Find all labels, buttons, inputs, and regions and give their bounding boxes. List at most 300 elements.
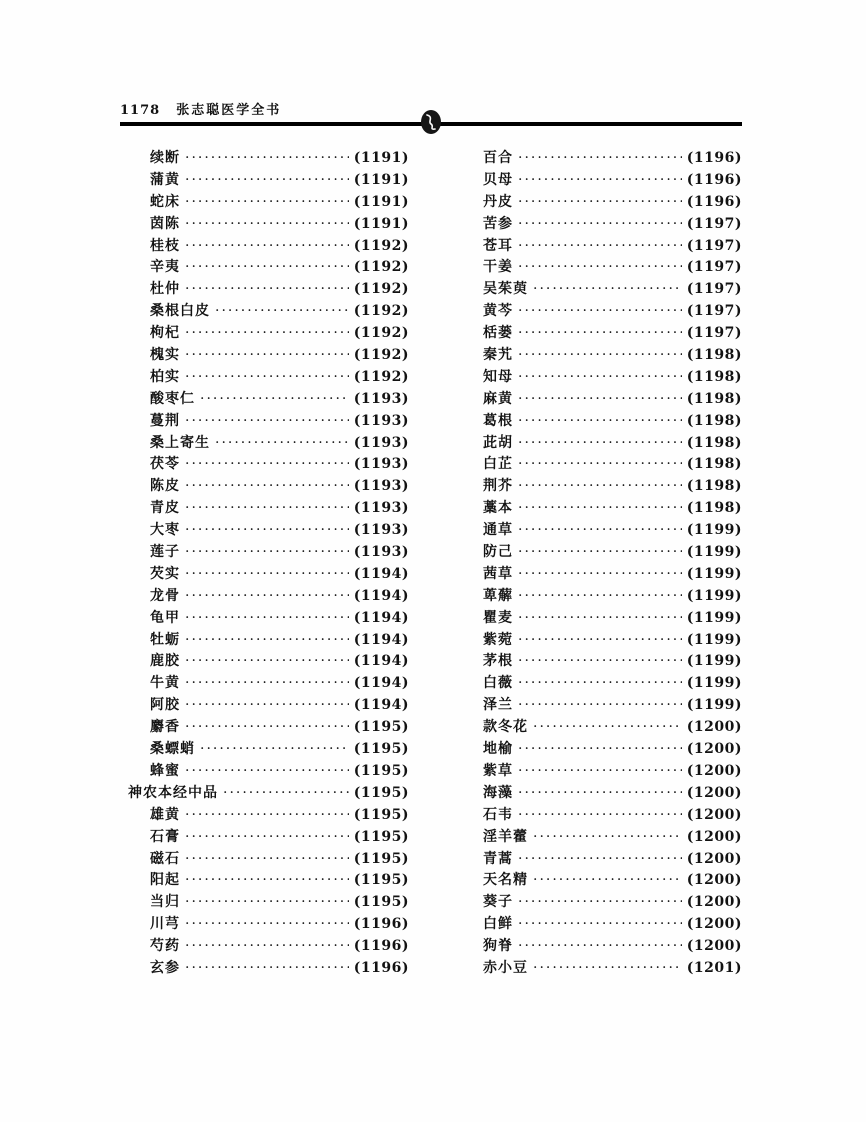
toc-entry bbox=[461, 585, 742, 607]
entry-page-number: (1199) bbox=[686, 609, 742, 626]
entry-page-number: (1194) bbox=[353, 675, 409, 692]
header-rule bbox=[120, 122, 742, 126]
dot-leader bbox=[185, 938, 349, 954]
entry-title: 桑螵蛸 bbox=[150, 741, 195, 758]
entry-title: 丹皮 bbox=[483, 193, 513, 210]
entry-page-number: (1194) bbox=[353, 565, 409, 582]
toc-entry bbox=[461, 738, 742, 760]
entry-title: 枸杞 bbox=[150, 325, 180, 342]
dot-leader bbox=[518, 216, 682, 232]
entry-title: 雄黄 bbox=[150, 806, 180, 823]
entry-title: 葵子 bbox=[483, 894, 513, 911]
toc-entry bbox=[461, 475, 742, 497]
dot-leader bbox=[518, 413, 682, 429]
toc-entry bbox=[128, 256, 409, 278]
dot-leader bbox=[215, 303, 349, 319]
dot-leader bbox=[518, 610, 682, 626]
entry-page-number: (1191) bbox=[353, 171, 409, 188]
toc-entry bbox=[461, 453, 742, 475]
entry-page-number: (1196) bbox=[353, 959, 409, 976]
toc-entry bbox=[128, 191, 409, 213]
toc-entry bbox=[128, 432, 409, 454]
entry-title: 麻黄 bbox=[483, 390, 513, 407]
entry-page-number: (1193) bbox=[353, 522, 409, 539]
dot-leader bbox=[518, 347, 682, 363]
entry-title: 黄芩 bbox=[483, 303, 513, 320]
entry-page-number: (1200) bbox=[686, 894, 742, 911]
dot-leader bbox=[518, 172, 682, 188]
toc-entry bbox=[128, 607, 409, 629]
dot-leader bbox=[518, 588, 682, 604]
toc-entry bbox=[461, 563, 742, 585]
dot-leader bbox=[518, 478, 682, 494]
entry-page-number: (1194) bbox=[353, 697, 409, 714]
toc-entry bbox=[128, 913, 409, 935]
entry-page-number: (1195) bbox=[353, 894, 409, 911]
dot-leader bbox=[185, 807, 349, 823]
dot-leader bbox=[185, 369, 349, 385]
entry-page-number: (1198) bbox=[686, 500, 742, 517]
toc-entry bbox=[128, 322, 409, 344]
entry-title: 赤小豆 bbox=[483, 959, 528, 976]
entry-title: 苦参 bbox=[483, 215, 513, 232]
toc-entry bbox=[461, 760, 742, 782]
dot-leader bbox=[518, 894, 682, 910]
entry-title: 淫羊藿 bbox=[483, 828, 528, 845]
dot-leader bbox=[518, 675, 682, 691]
toc-entry bbox=[461, 497, 742, 519]
entry-page-number: (1193) bbox=[353, 412, 409, 429]
entry-page-number: (1195) bbox=[353, 784, 409, 801]
dot-leader bbox=[185, 829, 349, 845]
toc-entry bbox=[128, 585, 409, 607]
book-title: 张志聪医学全书 bbox=[176, 103, 282, 118]
entry-title: 防己 bbox=[483, 544, 513, 561]
entry-title: 地榆 bbox=[483, 741, 513, 758]
dot-leader bbox=[185, 216, 349, 232]
dot-leader bbox=[185, 413, 349, 429]
toc-entry bbox=[461, 256, 742, 278]
toc-entry bbox=[128, 650, 409, 672]
entry-title: 栝蒌 bbox=[483, 325, 513, 342]
entry-page-number: (1198) bbox=[686, 390, 742, 407]
entry-title: 百合 bbox=[483, 150, 513, 166]
entry-page-number: (1195) bbox=[353, 828, 409, 845]
entry-title: 石膏 bbox=[150, 828, 180, 845]
dot-leader bbox=[185, 588, 349, 604]
entry-page-number: (1199) bbox=[686, 587, 742, 604]
toc-entry bbox=[128, 475, 409, 497]
dot-leader bbox=[185, 610, 349, 626]
toc-entry bbox=[461, 147, 742, 169]
dot-leader bbox=[185, 544, 349, 560]
entry-title: 桑根白皮 bbox=[150, 303, 210, 320]
dot-leader bbox=[185, 150, 349, 166]
entry-title: 紫菀 bbox=[483, 631, 513, 648]
entry-title: 青皮 bbox=[150, 500, 180, 517]
toc-entry bbox=[128, 541, 409, 563]
toc-entry bbox=[128, 760, 409, 782]
dot-leader bbox=[518, 259, 682, 275]
toc-entry bbox=[128, 410, 409, 432]
dot-leader bbox=[518, 938, 682, 954]
dot-leader bbox=[518, 303, 682, 319]
entry-title: 吴茱萸 bbox=[483, 281, 528, 298]
entry-page-number: (1193) bbox=[353, 544, 409, 561]
entry-page-number: (1192) bbox=[353, 368, 409, 385]
entry-title: 茜草 bbox=[483, 565, 513, 582]
entry-page-number: (1198) bbox=[686, 434, 742, 451]
dot-leader bbox=[518, 785, 682, 801]
toc-entry bbox=[461, 278, 742, 300]
dot-leader bbox=[518, 150, 682, 166]
toc-entry bbox=[461, 913, 742, 935]
entry-page-number: (1200) bbox=[686, 916, 742, 933]
toc-entry bbox=[461, 869, 742, 891]
entry-page-number: (1200) bbox=[686, 828, 742, 845]
dot-leader bbox=[533, 872, 682, 888]
toc-column-left bbox=[128, 147, 409, 979]
entry-title: 贝母 bbox=[483, 171, 513, 188]
entry-page-number: (1199) bbox=[686, 544, 742, 561]
toc-entry bbox=[461, 650, 742, 672]
entry-page-number: (1199) bbox=[686, 522, 742, 539]
entry-page-number: (1201) bbox=[686, 959, 742, 976]
entry-page-number: (1197) bbox=[686, 259, 742, 276]
entry-title: 萆薢 bbox=[483, 587, 513, 604]
entry-page-number: (1200) bbox=[686, 872, 742, 889]
entry-page-number: (1197) bbox=[686, 215, 742, 232]
entry-title: 麝香 bbox=[150, 719, 180, 736]
toc-entry bbox=[461, 366, 742, 388]
dot-leader bbox=[518, 194, 682, 210]
entry-title: 干姜 bbox=[483, 259, 513, 276]
dot-leader bbox=[533, 829, 682, 845]
entry-title: 柏实 bbox=[150, 368, 180, 385]
dot-leader bbox=[185, 653, 349, 669]
entry-page-number: (1199) bbox=[686, 697, 742, 714]
entry-page-number: (1197) bbox=[686, 281, 742, 298]
entry-title: 海藻 bbox=[483, 784, 513, 801]
toc-entry bbox=[128, 235, 409, 257]
toc-entry bbox=[461, 782, 742, 804]
dot-leader bbox=[185, 566, 349, 582]
toc-entry bbox=[461, 957, 742, 979]
entry-title: 荆芥 bbox=[483, 478, 513, 495]
entry-title: 知母 bbox=[483, 368, 513, 385]
toc-entry bbox=[128, 738, 409, 760]
entry-title: 龟甲 bbox=[150, 609, 180, 626]
dot-leader bbox=[518, 369, 682, 385]
entry-title: 蒲黄 bbox=[150, 171, 180, 188]
entry-title: 白鲜 bbox=[483, 916, 513, 933]
entry-title: 槐实 bbox=[150, 347, 180, 364]
toc-entry bbox=[128, 388, 409, 410]
entry-page-number: (1199) bbox=[686, 675, 742, 692]
dot-leader bbox=[518, 325, 682, 341]
toc-entry bbox=[128, 848, 409, 870]
entry-title: 通草 bbox=[483, 522, 513, 539]
dot-leader bbox=[185, 347, 349, 363]
dot-leader bbox=[185, 194, 349, 210]
entry-page-number: (1196) bbox=[686, 193, 742, 210]
entry-title: 当归 bbox=[150, 894, 180, 911]
entry-title: 阿胶 bbox=[150, 697, 180, 714]
dot-leader bbox=[185, 675, 349, 691]
entry-title: 桂枝 bbox=[150, 237, 180, 254]
entry-page-number: (1200) bbox=[686, 719, 742, 736]
toc-entry bbox=[461, 388, 742, 410]
entry-page-number: (1194) bbox=[353, 653, 409, 670]
dot-leader bbox=[518, 851, 682, 867]
entry-page-number: (1194) bbox=[353, 609, 409, 626]
toc-column-right bbox=[461, 147, 742, 979]
entry-page-number: (1196) bbox=[353, 938, 409, 955]
dot-leader bbox=[185, 500, 349, 516]
entry-title: 大枣 bbox=[150, 522, 180, 539]
dot-leader bbox=[518, 697, 682, 713]
folio-page-number: 1178 bbox=[120, 103, 161, 118]
entry-title: 杜仲 bbox=[150, 281, 180, 298]
entry-title: 天名精 bbox=[483, 872, 528, 889]
dot-leader bbox=[518, 807, 682, 823]
toc-entry bbox=[128, 278, 409, 300]
toc-entry bbox=[128, 804, 409, 826]
entry-page-number: (1200) bbox=[686, 850, 742, 867]
toc-entry bbox=[461, 519, 742, 541]
dot-leader bbox=[185, 281, 349, 297]
entry-title: 紫草 bbox=[483, 762, 513, 779]
dot-leader bbox=[185, 916, 349, 932]
entry-title: 狗脊 bbox=[483, 938, 513, 955]
entry-page-number: (1198) bbox=[686, 368, 742, 385]
entry-title: 桑上寄生 bbox=[150, 434, 210, 451]
toc-entry bbox=[461, 541, 742, 563]
dot-leader bbox=[185, 719, 349, 735]
entry-page-number: (1194) bbox=[353, 587, 409, 604]
entry-page-number: (1195) bbox=[353, 806, 409, 823]
dot-leader bbox=[185, 259, 349, 275]
toc-entry bbox=[461, 672, 742, 694]
entry-page-number: (1192) bbox=[353, 347, 409, 364]
toc-entry bbox=[461, 629, 742, 651]
entry-page-number: (1194) bbox=[353, 631, 409, 648]
toc-entry bbox=[461, 848, 742, 870]
dot-leader bbox=[185, 632, 349, 648]
entry-page-number: (1192) bbox=[353, 281, 409, 298]
entry-page-number: (1197) bbox=[686, 325, 742, 342]
toc-entry bbox=[128, 694, 409, 716]
page-header bbox=[120, 99, 742, 126]
dot-leader bbox=[533, 281, 682, 297]
toc-entry bbox=[128, 497, 409, 519]
toc-entry bbox=[128, 147, 409, 169]
dot-leader bbox=[518, 238, 682, 254]
entry-page-number: (1197) bbox=[686, 237, 742, 254]
entry-page-number: (1200) bbox=[686, 762, 742, 779]
dot-leader bbox=[518, 653, 682, 669]
toc-entry bbox=[128, 519, 409, 541]
entry-page-number: (1197) bbox=[686, 303, 742, 320]
entry-title: 葛根 bbox=[483, 412, 513, 429]
entry-page-number: (1200) bbox=[686, 741, 742, 758]
toc-entry bbox=[461, 804, 742, 826]
entry-title: 芍药 bbox=[150, 938, 180, 955]
toc-entry bbox=[128, 935, 409, 957]
entry-page-number: (1195) bbox=[353, 850, 409, 867]
entry-page-number: (1193) bbox=[353, 390, 409, 407]
toc-entry bbox=[461, 191, 742, 213]
dot-leader bbox=[533, 960, 682, 976]
toc-entry bbox=[128, 300, 409, 322]
entry-title: 蛇床 bbox=[150, 193, 180, 210]
publisher-emblem-icon bbox=[420, 109, 442, 135]
entry-title: 藁本 bbox=[483, 500, 513, 517]
entry-title: 续断 bbox=[150, 150, 180, 166]
entry-page-number: (1191) bbox=[353, 150, 409, 166]
toc-entry bbox=[461, 432, 742, 454]
dot-leader bbox=[518, 456, 682, 472]
entry-title: 白芷 bbox=[483, 456, 513, 473]
entry-page-number: (1199) bbox=[686, 631, 742, 648]
entry-page-number: (1193) bbox=[353, 500, 409, 517]
toc-entry bbox=[461, 716, 742, 738]
toc-entry bbox=[128, 891, 409, 913]
entry-title: 泽兰 bbox=[483, 697, 513, 714]
toc-entry bbox=[128, 672, 409, 694]
entry-title: 莲子 bbox=[150, 544, 180, 561]
toc-entry bbox=[128, 453, 409, 475]
toc-entry bbox=[461, 935, 742, 957]
entry-title: 瞿麦 bbox=[483, 609, 513, 626]
entry-page-number: (1196) bbox=[353, 916, 409, 933]
entry-page-number: (1191) bbox=[353, 215, 409, 232]
entry-page-number: (1199) bbox=[686, 565, 742, 582]
dot-leader bbox=[185, 478, 349, 494]
dot-leader bbox=[185, 172, 349, 188]
entry-page-number: (1195) bbox=[353, 762, 409, 779]
entry-title: 酸枣仁 bbox=[150, 390, 195, 407]
entry-page-number: (1195) bbox=[353, 741, 409, 758]
dot-leader bbox=[533, 719, 682, 735]
toc-entry bbox=[128, 629, 409, 651]
dot-leader bbox=[518, 741, 682, 757]
dot-leader bbox=[518, 632, 682, 648]
dot-leader bbox=[185, 851, 349, 867]
entry-title: 蔓荆 bbox=[150, 412, 180, 429]
dot-leader bbox=[185, 456, 349, 472]
toc-entry bbox=[461, 235, 742, 257]
dot-leader bbox=[185, 872, 349, 888]
entry-title: 牡蛎 bbox=[150, 631, 180, 648]
entry-page-number: (1198) bbox=[686, 478, 742, 495]
entry-page-number: (1196) bbox=[686, 171, 742, 188]
entry-page-number: (1198) bbox=[686, 347, 742, 364]
entry-page-number: (1200) bbox=[686, 784, 742, 801]
entry-title: 鹿胶 bbox=[150, 653, 180, 670]
toc-entry bbox=[128, 957, 409, 979]
entry-title: 青蒿 bbox=[483, 850, 513, 867]
toc-entry bbox=[461, 891, 742, 913]
toc-entry bbox=[128, 366, 409, 388]
entry-title: 陈皮 bbox=[150, 478, 180, 495]
entry-page-number: (1198) bbox=[686, 412, 742, 429]
toc-entry bbox=[461, 213, 742, 235]
entry-page-number: (1199) bbox=[686, 653, 742, 670]
toc-entry bbox=[461, 410, 742, 432]
dot-leader bbox=[223, 785, 349, 801]
toc-entry bbox=[461, 826, 742, 848]
dot-leader bbox=[185, 522, 349, 538]
dot-leader bbox=[518, 916, 682, 932]
entry-title: 玄参 bbox=[150, 959, 180, 976]
entry-title: 茵陈 bbox=[150, 215, 180, 232]
entry-title: 川芎 bbox=[150, 916, 180, 933]
entry-title: 茈胡 bbox=[483, 434, 513, 451]
toc-entry bbox=[461, 322, 742, 344]
toc-entry bbox=[128, 563, 409, 585]
toc-entry bbox=[461, 344, 742, 366]
entry-page-number: (1195) bbox=[353, 719, 409, 736]
entry-title: 神农本经中品 bbox=[128, 784, 218, 801]
dot-leader bbox=[185, 238, 349, 254]
toc-entry bbox=[128, 869, 409, 891]
dot-leader bbox=[518, 522, 682, 538]
entry-title: 苍耳 bbox=[483, 237, 513, 254]
entry-page-number: (1193) bbox=[353, 478, 409, 495]
toc-columns bbox=[128, 147, 742, 979]
dot-leader bbox=[518, 566, 682, 582]
entry-page-number: (1192) bbox=[353, 259, 409, 276]
entry-page-number: (1192) bbox=[353, 325, 409, 342]
toc-entry bbox=[128, 716, 409, 738]
entry-title: 牛黄 bbox=[150, 675, 180, 692]
toc-entry bbox=[128, 169, 409, 191]
entry-title: 白薇 bbox=[483, 675, 513, 692]
dot-leader bbox=[185, 325, 349, 341]
dot-leader bbox=[518, 500, 682, 516]
entry-page-number: (1200) bbox=[686, 806, 742, 823]
entry-title: 龙骨 bbox=[150, 587, 180, 604]
toc-entry bbox=[461, 694, 742, 716]
entry-title: 辛夷 bbox=[150, 259, 180, 276]
dot-leader bbox=[200, 391, 349, 407]
entry-page-number: (1198) bbox=[686, 456, 742, 473]
toc-entry bbox=[461, 607, 742, 629]
dot-leader bbox=[518, 544, 682, 560]
entry-title: 阳起 bbox=[150, 872, 180, 889]
toc-entry bbox=[128, 213, 409, 235]
toc-entry bbox=[461, 169, 742, 191]
dot-leader bbox=[518, 391, 682, 407]
dot-leader bbox=[215, 435, 349, 451]
entry-page-number: (1193) bbox=[353, 434, 409, 451]
entry-title: 蜂蜜 bbox=[150, 762, 180, 779]
toc-entry bbox=[461, 300, 742, 322]
dot-leader bbox=[200, 741, 349, 757]
dot-leader bbox=[185, 763, 349, 779]
entry-title: 磁石 bbox=[150, 850, 180, 867]
entry-title: 茅根 bbox=[483, 653, 513, 670]
entry-page-number: (1200) bbox=[686, 938, 742, 955]
entry-page-number: (1193) bbox=[353, 456, 409, 473]
entry-title: 茯苓 bbox=[150, 456, 180, 473]
entry-page-number: (1196) bbox=[686, 150, 742, 166]
entry-title: 石韦 bbox=[483, 806, 513, 823]
toc-entry bbox=[128, 344, 409, 366]
entry-title: 款冬花 bbox=[483, 719, 528, 736]
entry-page-number: (1192) bbox=[353, 303, 409, 320]
